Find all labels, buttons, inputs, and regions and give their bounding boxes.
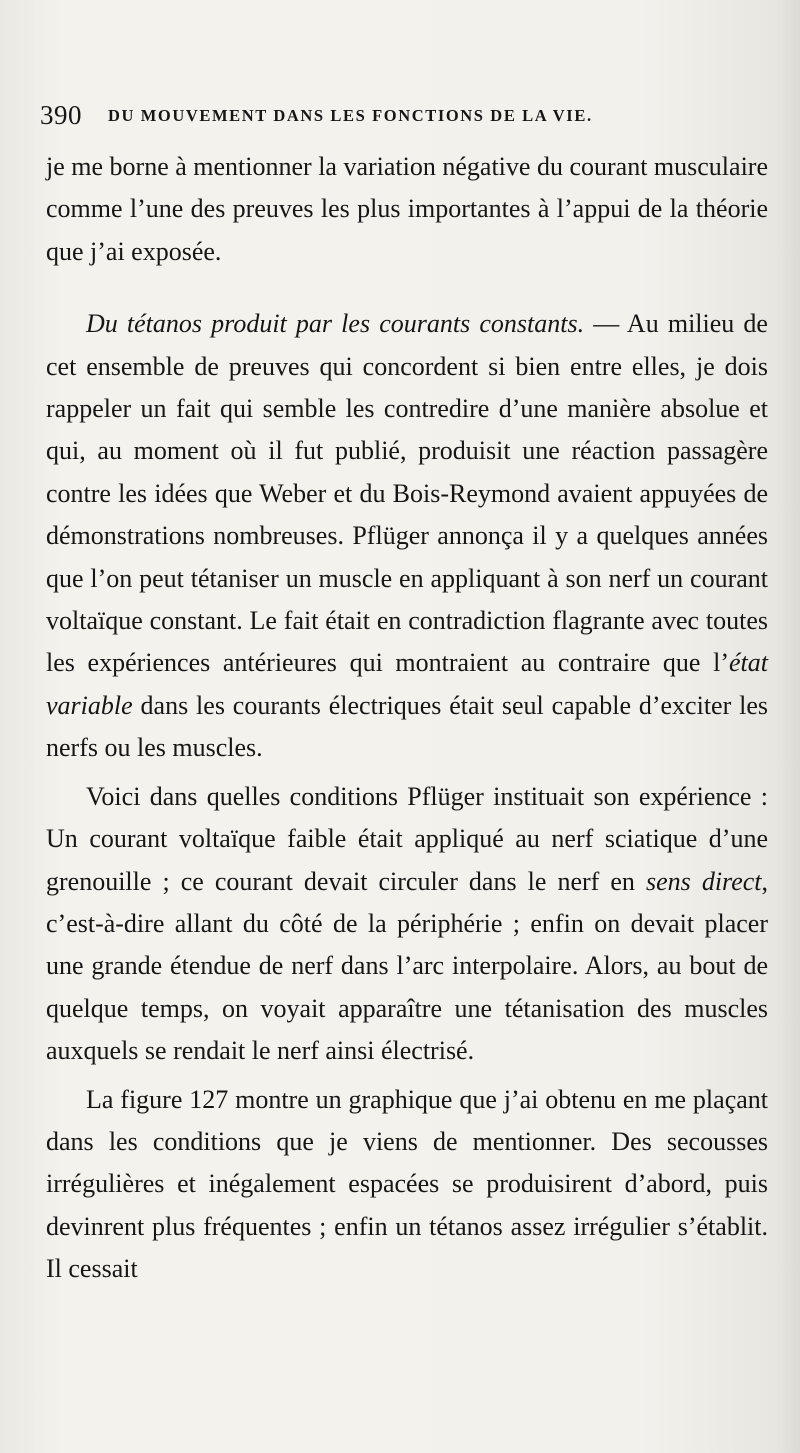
paragraph-2-text-b: dans les courants électriques était seul capable d’exciter les nerfs ou les muscles. (46, 690, 768, 763)
paragraph-2-text-a: — Au milieu de cet ensemble de preuves qui concordent si bien entre elles, je dois rappeler un fait qui semble les contredire d’une manière absolue et qui, au moment où il fut publié, produisit une réaction passagère contre les idées que Weber et du Bois-Reymond avaient appuyées de démonstrations nombreuses. Pflüger annonça il y a quelques années que l’on peut tétaniser un muscle en appliquant à son nerf un courant voltaïque constant. Le fait était en contradiction flagrante avec toutes les expériences antérieures qui montraient au contraire que l’ (46, 309, 768, 678)
body-text (46, 146, 768, 1291)
page-number: 390 (40, 100, 82, 130)
paragraph-2 (46, 303, 768, 769)
page-header (40, 98, 770, 132)
paragraph-1: je me borne à mentionner la variation négative du courant musculaire comme l’une des preuves les plus importantes à l’appui de la théorie que j’ai exposée. (46, 152, 768, 266)
running-title: DU MOUVEMENT DANS LES FONCTIONS DE LA VIE. (108, 106, 593, 125)
paragraph-3-text-a: Voici dans quelles conditions Pflüger instituait son expérience : Un courant voltaïque faible était appliqué au nerf sciatique d’une grenouille ; ce courant devait circuler dans le nerf en (46, 781, 768, 896)
section-title: Du tétanos produit par les courants constants. (86, 309, 585, 339)
emphasis-sens-direct: sens direct (645, 866, 762, 896)
paragraph-4: La figure 127 montre un graphique que j’ai obtenu en me plaçant dans les conditions que je viens de mentionner. Des secousses irrégulières et inégalement espacées se produisirent d’abord, puis devinrent plus fréquentes ; enfin un tétanos assez irrégulier s’établit. Il cessait (46, 1084, 768, 1284)
paragraph-3 (46, 776, 768, 1073)
paragraph-3-text-b: , c’est-à-dire allant du côté de la périphérie ; enfin on devait placer une grande étendue de nerf dans l’arc interpolaire. Alors, au bout de quelque temps, on voyait apparaître une tétanisation des muscles auxquels se rendait le nerf ainsi électrisé. (46, 866, 768, 1066)
emphasis-etat-variable: état variable (46, 648, 768, 720)
